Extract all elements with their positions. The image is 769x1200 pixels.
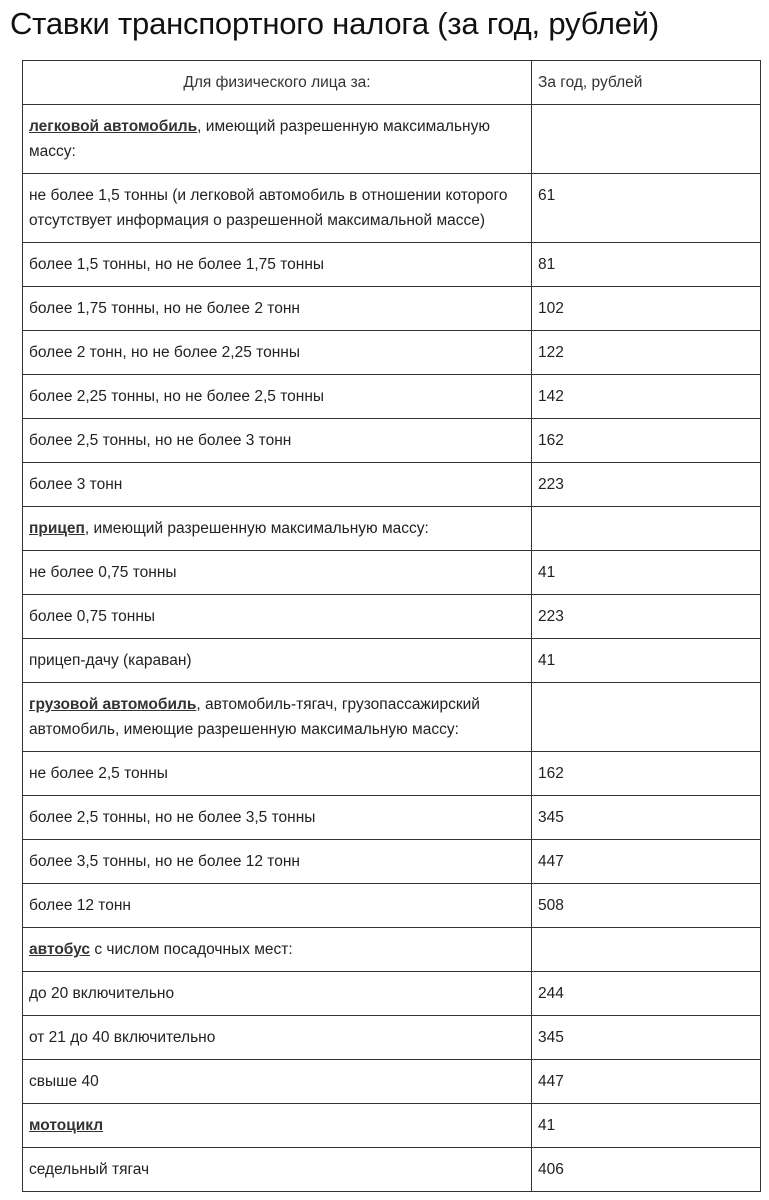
vehicle-description-cell [23, 972, 532, 1016]
annual-rate-cell: 41 [532, 551, 761, 595]
table-body [23, 105, 761, 1192]
table-row [23, 752, 761, 796]
annual-rate-cell: 122 [532, 331, 761, 375]
vehicle-description-text: с числом посадочных мест: [90, 941, 293, 958]
vehicle-description-cell [23, 551, 532, 595]
table-category-row [23, 683, 761, 752]
table-row [23, 840, 761, 884]
vehicle-description-cell [23, 683, 532, 752]
vehicle-category-label: грузовой автомобиль [29, 696, 197, 713]
vehicle-description-cell [23, 419, 532, 463]
table-row [23, 1016, 761, 1060]
vehicle-description-cell [23, 287, 532, 331]
annual-rate-cell: 142 [532, 375, 761, 419]
vehicle-category-label: легковой автомобиль [29, 118, 198, 135]
vehicle-description-text: более 2,5 тонны, но не более 3,5 тонны [29, 809, 316, 826]
annual-rate-cell [532, 105, 761, 174]
vehicle-description-cell [23, 796, 532, 840]
annual-rate-cell: 162 [532, 752, 761, 796]
table-row [23, 972, 761, 1016]
vehicle-description-cell [23, 1148, 532, 1192]
table-row [23, 1148, 761, 1192]
vehicle-description-text: , автомобиль-тягач, грузопассажирский автомобиль, имеющие разрешенную максимальную массу: [29, 696, 480, 738]
annual-rate-cell: 41 [532, 639, 761, 683]
vehicle-description-cell [23, 243, 532, 287]
annual-rate-cell: 41 [532, 1104, 761, 1148]
vehicle-description-cell [23, 1016, 532, 1060]
vehicle-description-text: свыше 40 [29, 1073, 99, 1090]
table-row [23, 331, 761, 375]
vehicle-description-cell [23, 595, 532, 639]
vehicle-description-cell [23, 375, 532, 419]
vehicle-description-cell [23, 884, 532, 928]
page-title: Ставки транспортного налога (за год, рублей) [10, 6, 660, 41]
vehicle-description-cell [23, 928, 532, 972]
annual-rate-cell [532, 507, 761, 551]
table-row [23, 375, 761, 419]
vehicle-description-text: более 2,25 тонны, но не более 2,5 тонны [29, 388, 325, 405]
annual-rate-cell: 81 [532, 243, 761, 287]
table-row [23, 595, 761, 639]
table-row [23, 1060, 761, 1104]
vehicle-description-text: седельный тягач [29, 1161, 150, 1178]
vehicle-description-text: более 12 тонн [29, 897, 131, 914]
header-vehicle-type: Для физического лица за: [23, 61, 532, 105]
annual-rate-cell [532, 928, 761, 972]
vehicle-description-cell [23, 752, 532, 796]
table-category-row [23, 507, 761, 551]
vehicle-description-cell [23, 174, 532, 243]
vehicle-description-cell [23, 507, 532, 551]
table-header-row [23, 61, 761, 105]
table-row [23, 174, 761, 243]
table-row [23, 639, 761, 683]
vehicle-category-label: прицеп [29, 520, 85, 537]
annual-rate-cell: 61 [532, 174, 761, 243]
vehicle-description-text: не более 2,5 тонны [29, 765, 168, 782]
annual-rate-cell: 406 [532, 1148, 761, 1192]
vehicle-description-text: более 0,75 тонны [29, 608, 156, 625]
vehicle-description-text: более 3,5 тонны, но не более 12 тонн [29, 853, 300, 870]
vehicle-description-cell [23, 1104, 532, 1148]
vehicle-description-text: не более 0,75 тонны [29, 564, 177, 581]
annual-rate-cell: 223 [532, 463, 761, 507]
table-row [23, 463, 761, 507]
vehicle-description-text: , имеющий разрешенную максимальную массу: [29, 118, 490, 160]
table-row [23, 419, 761, 463]
vehicle-category-label: мотоцикл [29, 1117, 104, 1134]
vehicle-description-cell [23, 463, 532, 507]
table-row [23, 287, 761, 331]
vehicle-description-cell [23, 1060, 532, 1104]
vehicle-description-text: , имеющий разрешенную максимальную массу: [84, 520, 429, 537]
table-category-row [23, 928, 761, 972]
annual-rate-cell: 223 [532, 595, 761, 639]
annual-rate-cell: 162 [532, 419, 761, 463]
header-annual-rate: За год, рублей [532, 61, 761, 105]
table-category-row [23, 1104, 761, 1148]
annual-rate-cell: 244 [532, 972, 761, 1016]
vehicle-description-cell [23, 639, 532, 683]
vehicle-category-label: автобус [29, 941, 91, 958]
table-row [23, 796, 761, 840]
vehicle-description-text: прицеп-дачу (караван) [29, 652, 192, 669]
vehicle-description-cell [23, 105, 532, 174]
table-category-row [23, 105, 761, 174]
annual-rate-cell: 447 [532, 840, 761, 884]
tax-rates-table [22, 60, 761, 1192]
table-row [23, 551, 761, 595]
vehicle-description-text: более 2,5 тонны, но не более 3 тонн [29, 432, 292, 449]
annual-rate-cell: 102 [532, 287, 761, 331]
vehicle-description-text: не более 1,5 тонны (и легковой автомобиль в отношении которого отсутствует информация о разрешенной максимальной массе) [29, 187, 508, 229]
vehicle-description-text: более 3 тонн [29, 476, 123, 493]
table-row [23, 884, 761, 928]
vehicle-description-text: более 2 тонн, но не более 2,25 тонны [29, 344, 300, 361]
vehicle-description-cell [23, 331, 532, 375]
vehicle-description-text: от 21 до 40 включительно [29, 1029, 216, 1046]
annual-rate-cell: 345 [532, 796, 761, 840]
vehicle-description-cell [23, 840, 532, 884]
vehicle-description-text: до 20 включительно [29, 985, 175, 1002]
annual-rate-cell: 345 [532, 1016, 761, 1060]
vehicle-description-text: более 1,5 тонны, но не более 1,75 тонны [29, 256, 325, 273]
vehicle-description-text: более 1,75 тонны, но не более 2 тонн [29, 300, 300, 317]
annual-rate-cell: 508 [532, 884, 761, 928]
annual-rate-cell: 447 [532, 1060, 761, 1104]
table-row [23, 243, 761, 287]
annual-rate-cell [532, 683, 761, 752]
